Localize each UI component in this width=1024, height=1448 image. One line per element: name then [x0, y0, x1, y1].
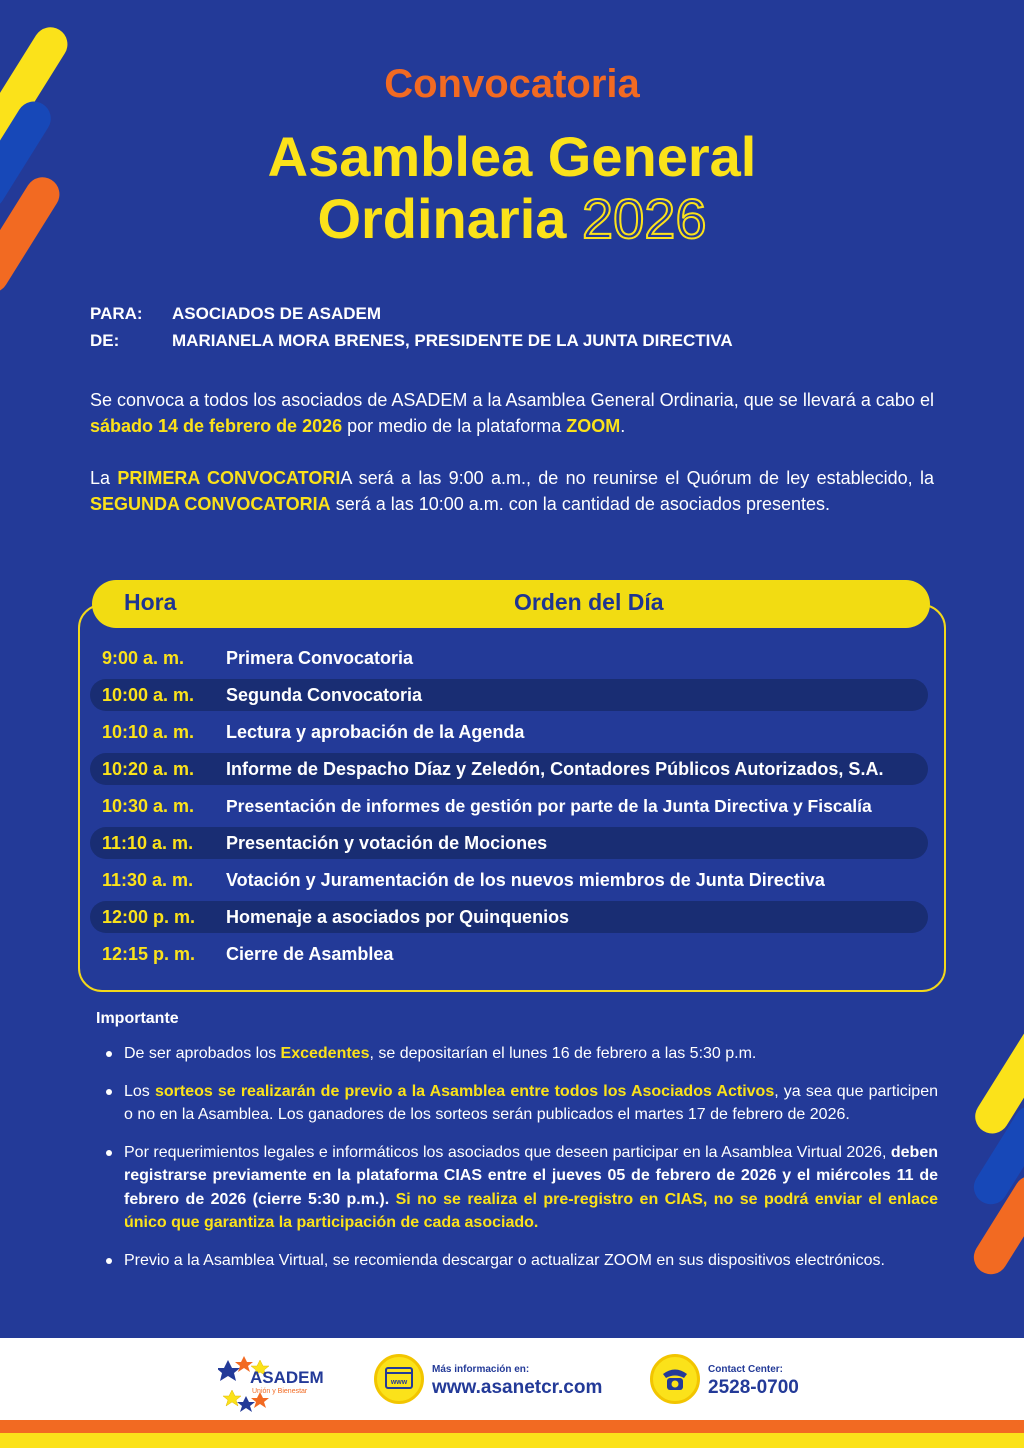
- memo-to: [90, 300, 733, 327]
- agenda-time: 11:30 a. m.: [102, 869, 194, 890]
- agenda-item: Primera Convocatoria: [226, 647, 414, 668]
- footer-bar-yellow: [0, 1433, 1024, 1448]
- phone-number[interactable]: 2528-0700: [708, 1377, 799, 1398]
- first-call: PRIMERA CONVOCATORI: [117, 468, 341, 488]
- agenda-time: 10:30 a. m.: [102, 795, 195, 816]
- agenda-item: Presentación de informes de gestión por parte de la Junta Directiva y Fiscalía: [226, 795, 872, 816]
- bullet-text: , ya sea que participen o no en la Asamblea. Los ganadores de los sorteos serán publicados el martes 17 de febrero de 2026.: [124, 1082, 939, 1123]
- agenda-row: [90, 938, 928, 970]
- bullet-highlight: Si no se realiza el pre-registro en CIAS, no se podrá enviar el enlace único que garantiza la participación de cada asociado.: [124, 1190, 938, 1231]
- agenda-header: [92, 580, 930, 628]
- phone-label: Contact Center:: [708, 1364, 784, 1375]
- important-title: Importante: [96, 1010, 179, 1027]
- agenda-item: Homenaje a asociados por Quinquenios: [226, 906, 570, 927]
- intro-text: La: [90, 468, 118, 488]
- agenda-time: 12:00 p. m.: [102, 906, 196, 927]
- telephone-icon: [650, 1354, 700, 1404]
- agenda-col-item: Orden del Día: [514, 589, 664, 615]
- web-browser-icon: [374, 1354, 424, 1404]
- bullet-text: Previo a la Asamblea Virtual, se recomienda descargar o actualizar ZOOM en sus dispositivos electrónicos.: [124, 1251, 885, 1269]
- agenda-time: 9:00 a. m.: [102, 647, 185, 668]
- header-title: [0, 126, 1024, 250]
- title-line-1: Asamblea General: [267, 125, 757, 188]
- header-kicker: Convocatoria: [384, 62, 640, 106]
- agenda-time: 11:10 a. m.: [102, 832, 194, 853]
- intro-text: A será a las 9:00 a.m., de no reunirse el Quórum de ley establecido, la: [340, 468, 934, 488]
- web-browser-icon-graphic: [377, 1357, 421, 1401]
- agenda-item: Votación y Juramentación de los nuevos miembros de Junta Directiva: [226, 869, 825, 890]
- agenda-item: Lectura y aprobación de la Agenda: [226, 721, 525, 742]
- agenda-row: [90, 753, 928, 785]
- bullet-text: Por requerimientos legales e informáticos los asociados que deseen participar en la Asamblea Virtual 2026,: [124, 1143, 891, 1161]
- title-ordinaria: Ordinaria: [317, 187, 567, 250]
- agenda-item: Presentación y votación de Mociones: [226, 832, 548, 853]
- agenda-row: [90, 790, 928, 822]
- bullet-highlight: sorteos se realizarán de previo a la Asamblea entre todos los Asociados Activos: [154, 1082, 775, 1100]
- agenda-row: [90, 716, 928, 748]
- memo-from: [90, 327, 733, 354]
- memo-from-value: MARIANELA MORA BRENES, PRESIDENTE DE LA JUNTA DIRECTIVA: [172, 331, 733, 350]
- intro-paragraph-1: [90, 387, 934, 439]
- agenda-item: Segunda Convocatoria: [226, 684, 423, 705]
- footer-bar-orange: [0, 1420, 1024, 1433]
- intro-text: Se convoca a todos los asociados de ASADEM a la Asamblea General Ordinaria, que se llevará a cabo el: [90, 390, 934, 410]
- logo-tagline: Unión y Bienestar: [252, 1388, 308, 1395]
- memo-from-label: DE:: [90, 331, 120, 350]
- agenda-time: 10:20 a. m.: [102, 758, 195, 779]
- agenda-item: Informe de Despacho Díaz y Zeledón, Contadores Públicos Autorizados, S.A.: [226, 758, 884, 779]
- telephone-icon-graphic: [653, 1357, 697, 1401]
- agenda-row: [90, 901, 928, 933]
- title-year: 2026: [581, 187, 707, 250]
- agenda-row: [90, 864, 928, 896]
- memo-to-value: ASOCIADOS DE ASADEM: [172, 304, 382, 323]
- agenda-time: 10:00 a. m.: [102, 684, 195, 705]
- web-icon-label: www: [390, 1379, 408, 1386]
- important-list: [104, 1042, 938, 1286]
- list-item: [104, 1249, 938, 1273]
- agenda-row: [90, 679, 928, 711]
- title-line-2: [0, 188, 1024, 250]
- list-item: [104, 1042, 938, 1066]
- bullet-text: , se depositarían el lunes 16 de febrero a las 5:30 p.m.: [369, 1045, 757, 1062]
- bullet-highlight: Excedentes: [280, 1045, 370, 1062]
- agenda-item: Cierre de Asamblea: [226, 943, 394, 964]
- agenda-time: 10:10 a. m.: [102, 721, 195, 742]
- memo-block: [90, 300, 733, 354]
- agenda-col-time: Hora: [124, 589, 177, 615]
- second-call: SEGUNDA CONVOCATORIA: [90, 494, 331, 514]
- bullet-bold: deben registrarse previamente en la plataforma CIAS entre el jueves 05 de febrero de 2026 y el miércoles 11 de febrero de 2026 (cierre 5:30 p.m.).: [124, 1143, 938, 1208]
- intro-text: será a las 10:00 a.m. con la cantidad de asociados presentes.: [330, 494, 830, 514]
- list-item: [104, 1141, 938, 1235]
- bullet-text: De ser aprobados los: [124, 1045, 281, 1062]
- web-link[interactable]: www.asanetcr.com: [432, 1377, 603, 1398]
- intro-date: sábado 14 de febrero de 2026: [90, 416, 343, 436]
- intro-text: por medio de la plataforma: [342, 416, 567, 436]
- list-item: [104, 1080, 938, 1127]
- bullet-text: Los: [124, 1082, 155, 1100]
- web-label: Más información en:: [432, 1364, 530, 1375]
- agenda-row: [90, 642, 928, 674]
- intro-text: .: [620, 416, 626, 436]
- agenda-row: [90, 827, 928, 859]
- logo-name: ASADEM: [250, 1368, 324, 1387]
- agenda-time: 12:15 p. m.: [102, 943, 196, 964]
- intro-paragraph-2: [90, 465, 934, 517]
- intro-platform: ZOOM: [566, 416, 621, 436]
- memo-to-label: PARA:: [90, 304, 143, 323]
